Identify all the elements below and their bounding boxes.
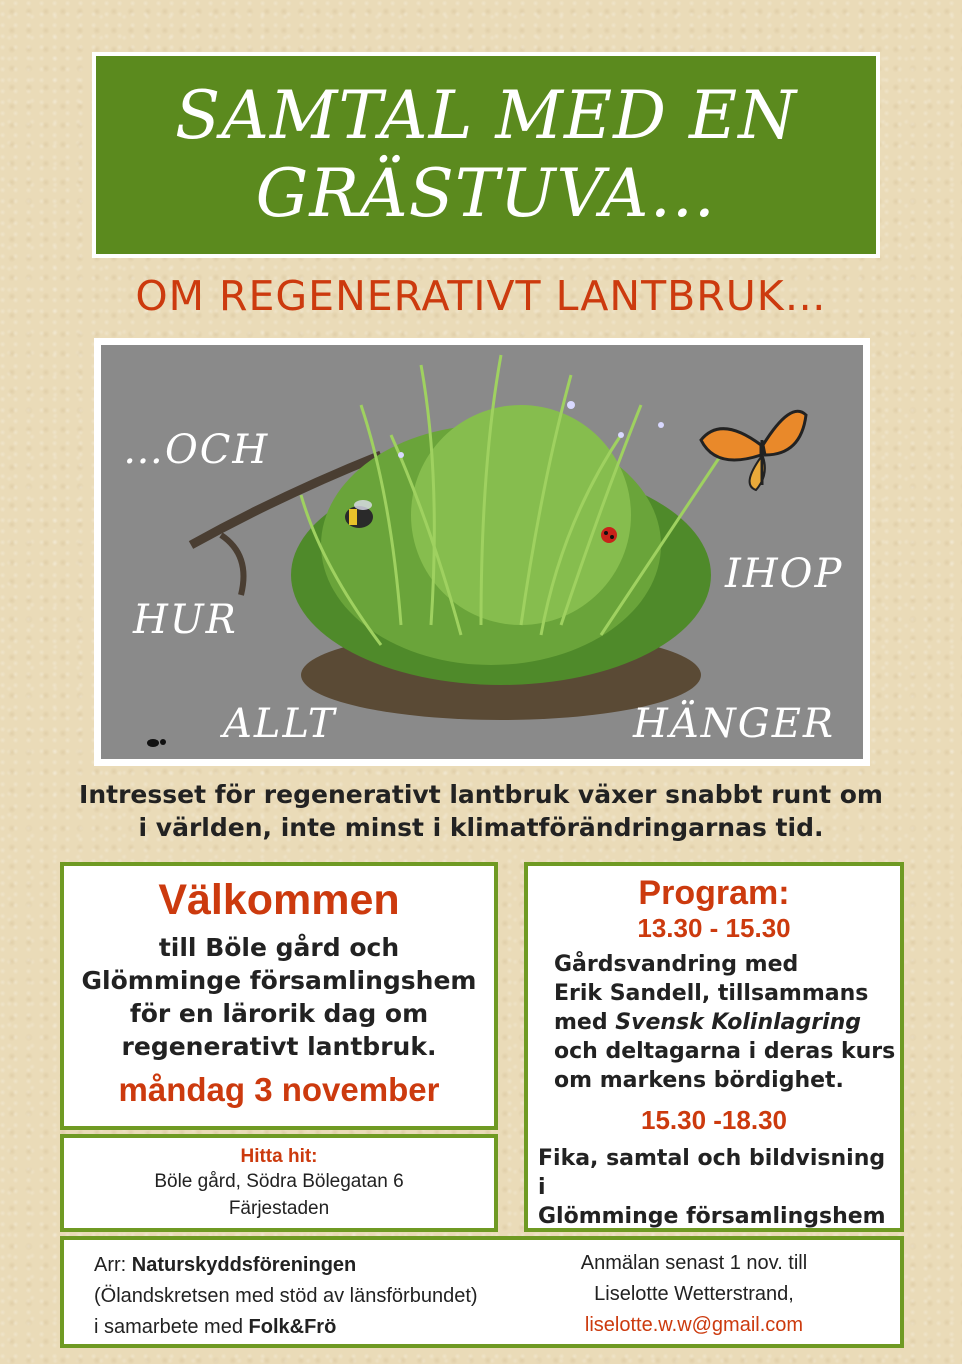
photo-word-och: …OCH bbox=[123, 427, 270, 473]
organizer-name: Naturskyddsföreningen bbox=[131, 1254, 357, 1276]
directions-box bbox=[60, 1134, 498, 1232]
email-link[interactable]: liselotte.w.w@gmail.com bbox=[584, 1314, 804, 1336]
photo-frame bbox=[94, 338, 870, 766]
title-line-2: GRÄSTUVA… bbox=[255, 155, 717, 232]
session1-time: 13.30 - 15.30 bbox=[637, 913, 791, 943]
intro-text bbox=[0, 778, 962, 844]
welcome-body bbox=[64, 931, 494, 1063]
program-title: Program: bbox=[638, 874, 790, 912]
intro-line-1: Intresset för regenerativt lantbruk växer snabbt runt om bbox=[79, 780, 883, 809]
welcome-box bbox=[60, 862, 498, 1130]
title-banner bbox=[92, 52, 880, 258]
session2-time: 15.30 -18.30 bbox=[640, 1105, 787, 1135]
session2-line: Glömminge församlingshem bbox=[538, 1204, 886, 1229]
ant-icon bbox=[147, 739, 166, 747]
session1-line: och deltagarna i deras kurs bbox=[554, 1039, 896, 1064]
session1-line: med Svensk Kolinlagring bbox=[554, 1010, 862, 1035]
session2-line: Fika, samtal och bildvisning i bbox=[538, 1146, 886, 1200]
welcome-line: för en lärorik dag om bbox=[129, 999, 429, 1028]
photo-word-hur: HUR bbox=[133, 597, 238, 643]
intro-line-2: i världen, inte minst i klimatförändringarnas tid. bbox=[138, 813, 824, 842]
photo-word-ihop: IHOP bbox=[725, 551, 844, 597]
session1-line: Erik Sandell, tillsammans bbox=[554, 981, 869, 1006]
session1-text bbox=[528, 950, 900, 1095]
subtitle: OM REGENERATIVT LANTBRUK… bbox=[135, 272, 827, 320]
directions-town: Färjestaden bbox=[228, 1198, 330, 1219]
partner-name: Folk&Frö bbox=[248, 1316, 337, 1338]
program-box bbox=[524, 862, 904, 1232]
welcome-line: till Böle gård och bbox=[158, 933, 400, 962]
welcome-line: Glömminge församlingshem bbox=[81, 966, 477, 995]
welcome-line: regenerativt lantbruk. bbox=[121, 1032, 437, 1061]
event-date: måndag 3 november bbox=[118, 1071, 440, 1108]
session1-line: om markens bördighet. bbox=[554, 1068, 844, 1093]
signup-info: Anmälan senast 1 nov. till Liselotte Wetterstrand, liselotte.w.w@gmail.com bbox=[544, 1248, 844, 1341]
welcome-title: Välkommen bbox=[158, 876, 400, 924]
ladybug-icon bbox=[601, 527, 617, 543]
organizer-info: Arr: Naturskyddsföreningen (Ölandskretsen med stöd av länsförbundet) i samarbete med Folk&Frö bbox=[94, 1254, 478, 1338]
photo-word-allt: ALLT bbox=[223, 701, 337, 747]
session1-line: Gårdsvandring med bbox=[554, 952, 799, 977]
organisation-name: Svensk Kolinlagring bbox=[615, 1010, 862, 1035]
title-line-1: SAMTAL MED EN bbox=[175, 77, 797, 154]
directions-address: Böle gård, Södra Bölegatan 6 bbox=[154, 1171, 404, 1192]
footer-box bbox=[60, 1236, 904, 1348]
session2-text bbox=[528, 1144, 900, 1231]
grass-tuft-photo bbox=[101, 345, 863, 759]
butterfly-icon bbox=[701, 411, 806, 490]
photo-word-hanger: HÄNGER bbox=[633, 701, 836, 747]
directions-title: Hitta hit: bbox=[240, 1146, 318, 1167]
